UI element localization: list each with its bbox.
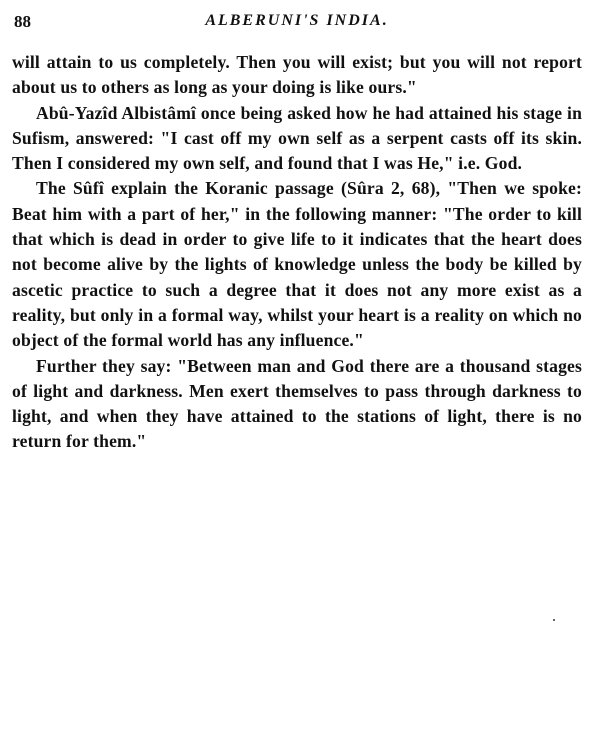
page-number: 88 <box>14 12 31 31</box>
page-body <box>12 50 582 455</box>
page-header <box>12 10 582 38</box>
paragraph-2: Abû-Yazîd Albistâmî once being asked how he had attained his stage in Sufism, answered: "I cast off my own self as a serpent casts off its skin. Then I considered my own self, and found that I was He," i.e. God. <box>12 102 582 174</box>
print-speck <box>553 619 555 621</box>
book-page <box>12 10 582 455</box>
running-title: ALBERUNI'S INDIA. <box>205 12 389 29</box>
paragraph-3: The Sûfî explain the Koranic passage (Sûra 2, 68), "Then we spoke: Beat him with a part of her," in the following manner: "The order to kill that which is dead in order to give life to it indicates that the heart does not become alive by the lights of knowledge unless the body be killed by ascetic practice to such a degree that it does not any more exist as a reality, but only in a formal way, whilst your heart is a reality on which no object of the formal world has any influence." <box>12 178 582 351</box>
paragraph-4: Further they say: "Between man and God there are a thousand stages of light and darkness. Men exert themselves to pass through darkness to light, and when they have attained to the stations of light, there is no return for them." <box>12 355 582 452</box>
paragraph-1: will attain to us completely. Then you will exist; but you will not report about us to others as long as your doing is like ours." <box>12 52 582 98</box>
